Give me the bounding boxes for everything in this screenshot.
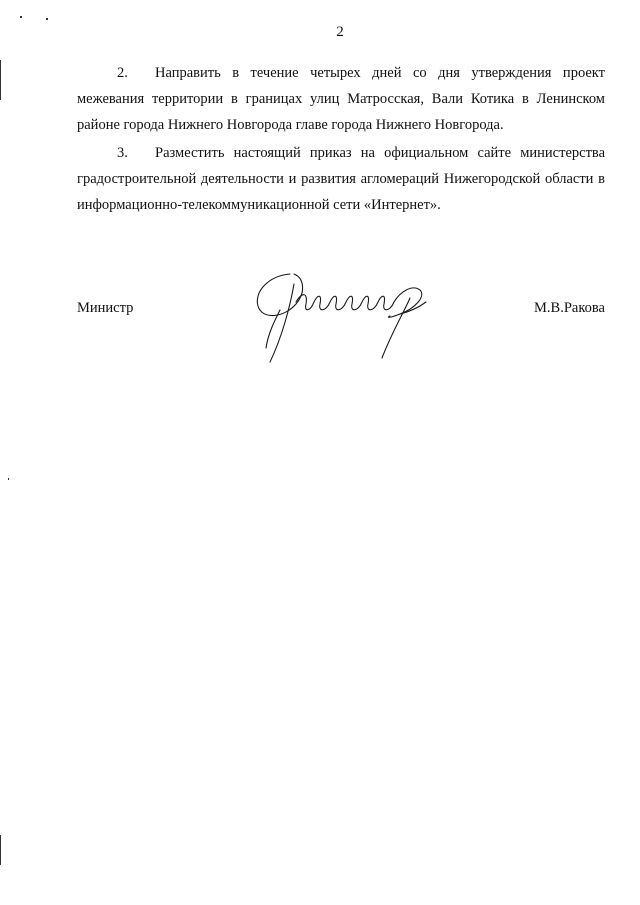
paragraph-text: Направить в течение четырех дней со дня утверждения проект межевания территории в границах улиц Матросская, Вали Котика в Ленинском районе города Нижнего Новгорода главе города Нижнего Новгорода. bbox=[77, 65, 605, 133]
paragraph-number: 3. bbox=[117, 145, 128, 161]
scan-artifact bbox=[8, 478, 9, 480]
scan-artifact bbox=[20, 16, 22, 18]
page-number: 2 bbox=[336, 24, 344, 40]
paragraph-text: Разместить настоящий приказ на официальном сайте министерства градостроительной деятельности и развития агломераций Нижегородской области в информационно-телекоммуникационной сети «Интернет». bbox=[77, 145, 605, 213]
scan-artifact bbox=[46, 18, 48, 20]
handwritten-signature bbox=[250, 262, 440, 372]
paragraph-number: 2. bbox=[117, 65, 128, 81]
scan-artifact bbox=[0, 835, 1, 865]
paragraph-3 bbox=[77, 140, 605, 218]
signatory-name: М.В.Ракова bbox=[534, 300, 605, 316]
scan-artifact bbox=[0, 60, 1, 100]
signatory-position: Министр bbox=[77, 300, 134, 316]
paragraph-2 bbox=[77, 60, 605, 138]
